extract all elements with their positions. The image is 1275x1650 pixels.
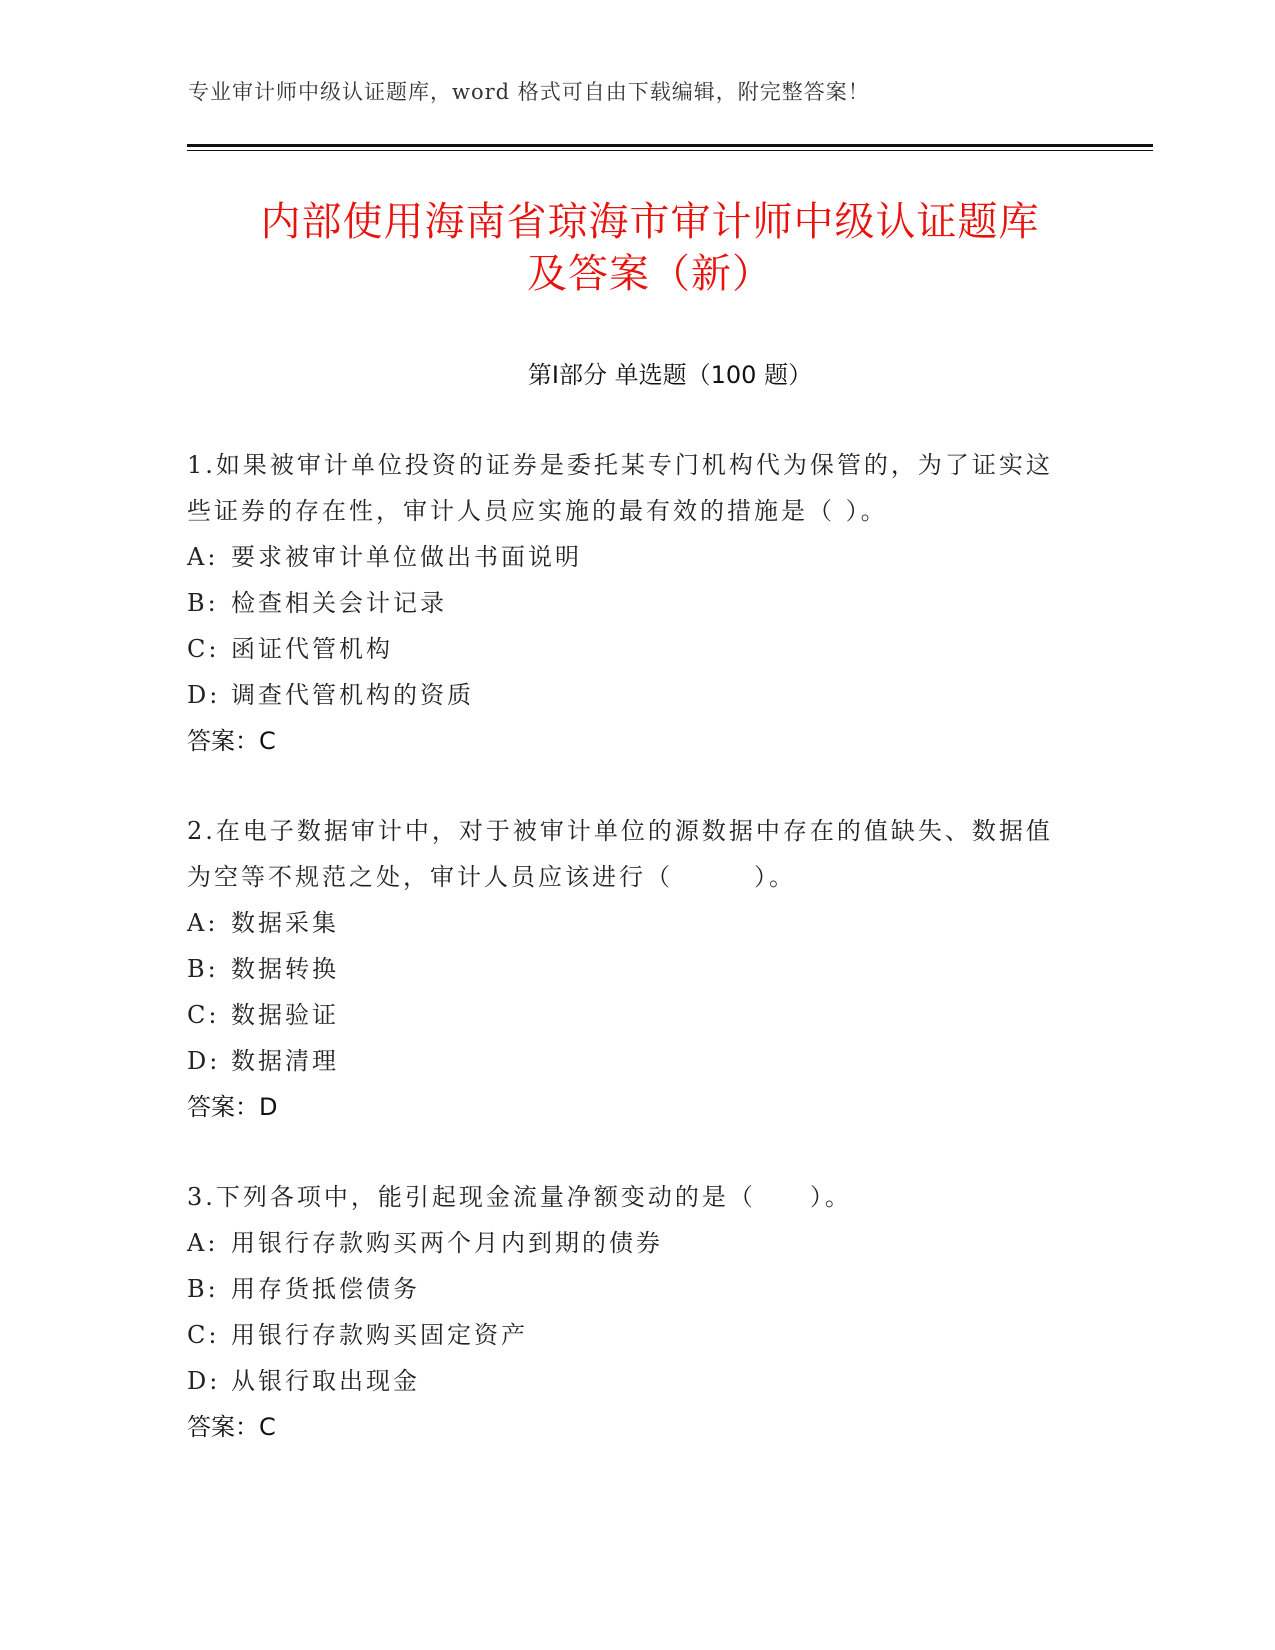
document-title-line-2: 及答案（新） <box>527 251 773 297</box>
option-key: A: <box>187 543 219 571</box>
option-text: 数据转换 <box>231 955 339 983</box>
option-text: 要求被审计单位做出书面说明 <box>231 543 582 571</box>
option-key: C: <box>187 1001 220 1029</box>
answer-line: 答案：D <box>187 1093 278 1121</box>
document-title-line-1: 内部使用海南省琼海市审计师中级认证题库 <box>260 199 1040 245</box>
question-2 <box>187 808 1067 1130</box>
option-text: 函证代管机构 <box>231 635 393 663</box>
option-text: 从银行取出现金 <box>231 1367 420 1395</box>
header-rule-thick <box>187 144 1153 147</box>
option-key: D: <box>187 681 221 709</box>
option-text: 数据清理 <box>231 1047 339 1075</box>
option-key: C: <box>187 635 220 663</box>
option-a <box>187 900 1067 946</box>
option-a <box>187 1220 1067 1266</box>
option-c <box>187 992 1067 1038</box>
option-key: D: <box>187 1367 221 1395</box>
answer-line: 答案：C <box>187 1413 276 1441</box>
option-d <box>187 672 1067 718</box>
option-text: 用银行存款购买固定资产 <box>231 1321 528 1349</box>
question-1 <box>187 442 1067 764</box>
option-key: A: <box>187 1229 219 1257</box>
option-key: C: <box>187 1321 220 1349</box>
question-3 <box>187 1174 1067 1450</box>
answer-line: 答案：C <box>187 727 276 755</box>
option-key: A: <box>187 909 219 937</box>
section-title: 第Ⅰ部分 单选题（100 题） <box>527 361 813 389</box>
option-key: D: <box>187 1047 221 1075</box>
option-a <box>187 534 1067 580</box>
question-stem: 2.在电子数据审计中，对于被审计单位的源数据中存在的值缺失、数据值为空等不规范之处，审计人员应该进行（ ）。 <box>187 817 1053 891</box>
option-b <box>187 1266 1067 1312</box>
header-note: 专业审计师中级认证题库，word 格式可自由下载编辑，附完整答案！ <box>188 80 870 104</box>
option-text: 调查代管机构的资质 <box>231 681 474 709</box>
option-text: 数据验证 <box>231 1001 339 1029</box>
option-key: B: <box>187 589 219 617</box>
header-rule-thin <box>187 150 1153 151</box>
document-title <box>150 196 1150 300</box>
option-b <box>187 946 1067 992</box>
option-d <box>187 1358 1067 1404</box>
option-key: B: <box>187 1275 219 1303</box>
option-text: 检查相关会计记录 <box>231 589 447 617</box>
question-stem: 1.如果被审计单位投资的证券是委托某专门机构代为保管的，为了证实这些证券的存在性，审计人员应实施的最有效的措施是（ ）。 <box>187 451 1053 525</box>
option-text: 用银行存款购买两个月内到期的债券 <box>231 1229 663 1257</box>
question-list <box>187 442 1067 1494</box>
option-text: 数据采集 <box>231 909 339 937</box>
option-key: B: <box>187 955 219 983</box>
question-stem: 3.下列各项中，能引起现金流量净额变动的是（ ）。 <box>187 1183 852 1211</box>
option-b <box>187 580 1067 626</box>
option-text: 用存货抵偿债务 <box>231 1275 420 1303</box>
option-c <box>187 1312 1067 1358</box>
option-d <box>187 1038 1067 1084</box>
option-c <box>187 626 1067 672</box>
